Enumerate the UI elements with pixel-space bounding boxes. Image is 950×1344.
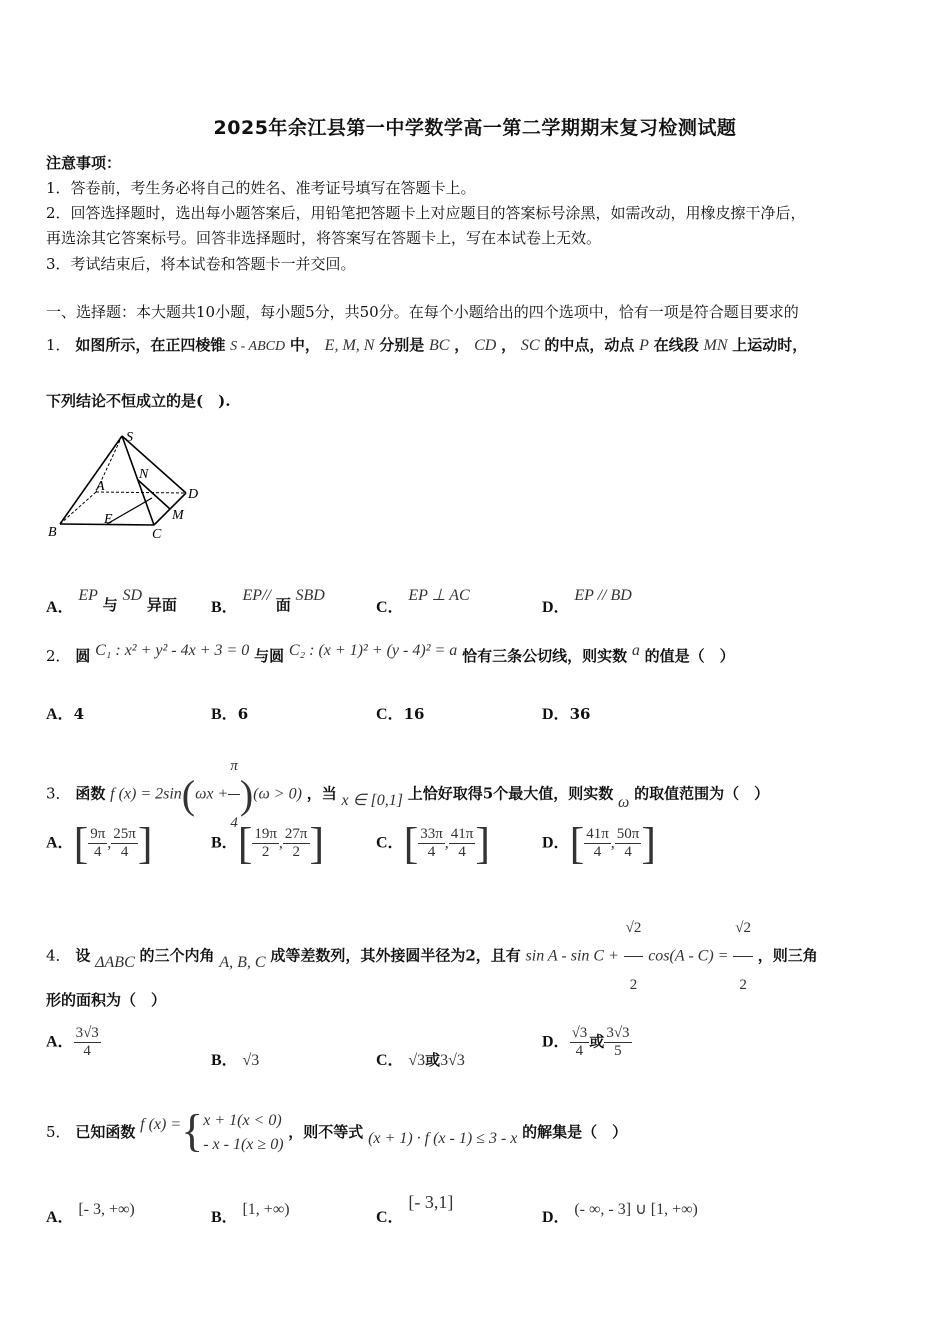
q5-case2: - x - 1(x ≥ 0) [203,1136,284,1153]
frac [74,1025,101,1060]
q4-math-expr: sin A - sin C + [525,947,619,965]
q4-option-a[interactable] [46,1025,101,1060]
edge-ab [60,492,96,524]
notice-item-4: 3．考试结束后，将本试卷和答题卡一并交回。 [46,255,356,273]
option-math: (- ∞, - 3] ∪ [1, +∞) [574,1201,698,1218]
q1-text: 中， [289,336,320,354]
frac-den: 2 [629,977,638,993]
question-3: 3． 函数 f (x) = 2sin(ωx + $\frac{\pi}{4}$ )(ω > 0) ，当 x ∈ [0,1] 上恰好取得5个最大值，则实数 ω 的取值范围为（ ） [46,738,769,851]
option-label: B． [211,706,238,723]
frac [252,826,279,861]
q1-text: ， [454,336,470,354]
q3-text: ，当 [306,784,337,803]
frac-num: 19π [254,826,277,842]
q3-option-d[interactable]: D．[ $\frac{41\pi}{4}$ , $\frac{50\pi}{4}$ ] [542,819,657,868]
option-label: A． [46,1209,74,1226]
q4-text: ，则三角 [757,946,818,965]
option-label: C． [376,834,404,852]
option-label: A． [46,599,74,616]
q2-option-c[interactable] [376,701,424,724]
q4-math-cos: cos(A - C) = [648,947,729,965]
q4-option-c[interactable] [376,1047,465,1070]
q5-option-c[interactable] [376,1190,454,1226]
q3-math-f: f (x) = 2sin [110,785,182,803]
option-label: A． [46,706,74,723]
frac-num: 9π [90,826,106,842]
question-5: 5． 已知函数 f (x) ={ x + 1(x < 0) - x - 1(x ≥ 0) ，则不等式 (x + 1) · f (x - 1) ≤ 3 - x 的解集是（ ） [46,1105,628,1156]
frac-num: 3√3 [606,1025,630,1041]
label-m: M [172,508,184,523]
frac-den: 2 [261,844,270,860]
q4-math-triangle: ΔABC [95,953,135,971]
q5-piecewise [203,1109,283,1157]
q1-math-p: P [639,337,649,354]
q1-text: 在线段 [653,336,699,354]
option-text: 或 [589,1032,605,1051]
q3-option-a[interactable]: A．[ $\frac{9\pi}{4}$ , $\frac{25\pi}{4}$ ] [46,819,153,868]
frac-num: 3√3 [75,1025,99,1041]
option-text: 36 [569,705,591,723]
option-text: 4 [73,705,84,723]
q2-math-circle1: C₁ : x² + y² - 4x + 3 = 0 [95,642,250,659]
frac-den: 4 [624,844,632,860]
option-math: [1, +∞) [242,1201,290,1218]
q5-text: 的解集是（ ） [522,1123,628,1141]
q3-text: 的取值范围为（ ） [634,784,770,803]
q5-math-f: f (x) = [140,1116,182,1133]
question-number: 1． [46,336,71,354]
option-math: [- 3, +∞) [78,1201,135,1218]
option-math: EP// [242,587,271,604]
q3-text: 函数 [75,784,106,803]
q3-option-c[interactable]: C．[ $\frac{33\pi}{4}$ , $\frac{41\pi}{4}$ ] [376,819,491,868]
frac-den: 4 [230,815,238,831]
q1-text: ， [501,336,517,354]
frac-den: 4 [120,844,129,860]
option-label: C． [376,599,404,616]
q4-frac-sqrt2 [624,900,644,1013]
q1-option-b[interactable] [211,582,325,616]
q1-option-c[interactable] [376,582,470,616]
q2-text: 与圆 [254,647,285,665]
frac-num: π [228,738,240,795]
option-label: D． [542,706,570,723]
option-label: D． [542,1209,570,1226]
frac [604,1025,631,1060]
q2-option-d[interactable] [542,701,590,724]
edge-ad [96,492,186,493]
option-math: SBD [295,587,325,604]
notice-heading: 注意事项： [46,154,122,172]
q5-case1: x + 1(x < 0) [203,1112,282,1129]
q3-option-b[interactable]: B．[ $\frac{19\pi}{2}$ , $\frac{27\pi}{2}$ ] [211,819,325,868]
q1-math-pyramid: S - ABCD [230,339,286,354]
option-math: √3 [408,1052,426,1069]
q4-text: 设 [75,946,91,965]
frac-den: 4 [458,844,466,860]
q2-option-a[interactable] [46,701,84,724]
label-c: C [152,527,162,542]
option-label: C． [376,1052,404,1069]
frac [570,1025,590,1060]
q1-math-cd: CD [474,337,497,354]
question-number: 5． [46,1123,71,1141]
option-label: B． [211,834,238,852]
frac-den: 5 [614,1043,622,1059]
q5-text: ，则不等式 [288,1123,364,1141]
pyramid-figure [44,428,214,544]
frac-num: √3 [571,1025,588,1041]
frac [615,826,642,861]
option-label: D． [542,1033,570,1051]
frac-num: 25π [113,826,136,842]
q2-math-circle2: C₂ : (x + 1)² + (y - 4)² = a [288,642,458,659]
label-d: D [188,487,199,502]
option-math: [- 3,1] [408,1192,454,1212]
frac [584,826,611,861]
q4-text: 成等差数列，其外接圆半径为2，且有 [270,946,521,965]
q3-math-omega: ω [618,793,630,811]
option-label: B． [211,599,238,616]
q3-math-arg: ωx + [195,785,229,803]
option-label: C． [376,1209,404,1226]
option-label: A． [46,1033,74,1051]
frac-num: √2 [624,900,644,957]
label-n: N [139,467,149,482]
notice-item-1: 1．答卷前，考生务必将自己的姓名、准考证号填写在答题卡上。 [46,179,476,197]
label-s: S [126,430,133,445]
option-label: B． [211,1052,238,1069]
option-text: 异面 [146,596,177,614]
frac-num: √2 [733,900,753,957]
frac-num: 27π [284,826,308,842]
option-text: 16 [403,705,425,723]
option-label: D． [542,599,570,616]
frac [283,826,310,861]
q2-option-b[interactable] [211,701,248,724]
option-math: 3√3 [440,1052,465,1069]
question-number: 2． [46,647,71,665]
segment-ep [107,498,152,524]
option-text: 或 [425,1051,441,1069]
frac-num: 50π [616,826,640,842]
frac-den: 4 [427,844,436,860]
question-2 [46,642,735,666]
frac-den: 2 [292,844,300,860]
q1-math-mn: MN [703,337,728,354]
option-text: 6 [237,705,249,723]
q1-math-sc: SC [520,337,540,354]
frac-num: 41π [586,826,609,842]
frac-den: 4 [593,844,602,860]
label-e: E [104,512,113,527]
label-a: A [96,479,105,494]
frac-den: 2 [739,977,747,993]
q1-text: 如图所示，在正四棱锥 [75,336,226,354]
page-title: 2025年余江县第一中学数学高一第二学期期末复习检测试题 [213,117,737,139]
q1-text: 分别是 [379,336,425,354]
notice-item-2: 2．回答选择题时，选出每小题答案后，用铅笔把答题卡上对应题目的答案标号涂黑，如需改动，用橡皮擦干净后， [46,204,806,222]
q3-math-interval: x ∈ [0,1] [341,791,403,809]
section-heading: 一、选择题：本大题共10小题，每小题5分，共50分。在每个小题给出的四个选项中，恰有一项是符合题目要求的 [46,303,799,321]
q2-text: 恰有三条公切线，则实数 [462,647,628,665]
frac [111,826,138,861]
option-math: EP [78,587,98,604]
q4-option-d[interactable] [542,1025,632,1060]
q2-text: 圆 [75,647,91,665]
option-text: 与 [102,596,118,614]
option-label: D． [542,834,570,852]
question-number: 3． [46,784,71,803]
q2-text: 的值是（ ） [644,647,735,665]
option-math: SD [122,587,143,604]
frac-num: 41π [450,826,474,842]
q5-option-b[interactable] [211,1196,290,1226]
question-number: 4． [46,946,71,965]
frac [449,826,476,861]
option-math: √3 [242,1052,260,1069]
option-math: EP ⊥ AC [408,587,470,604]
option-label: C． [376,706,404,723]
frac [88,826,107,861]
q4-line2: 形的面积为（ ） [46,991,167,1009]
option-label: A． [46,834,74,852]
option-text: 面 [275,596,291,614]
edge-sb [60,436,122,524]
q1-math-points: E, M, N [324,337,375,354]
q3-math-omega-cond: (ω > 0) [253,785,302,803]
q1-option-d[interactable] [542,582,632,616]
q5-option-a[interactable] [46,1196,135,1226]
frac-den: 4 [94,844,102,860]
q5-option-d[interactable] [542,1196,698,1226]
frac-den: 4 [83,1043,91,1059]
q2-math-a: a [631,642,640,659]
frac [418,826,445,861]
frac-den: 4 [575,1043,584,1059]
notice-item-3: 再选涂其它答案标号。回答非选择题时，将答案写在答题卡上，写在本试卷上无效。 [46,229,602,247]
q1-text: 的中点，动点 [544,336,635,354]
q1-option-a[interactable] [46,582,177,616]
q4-text: 的三个内角 [139,946,215,965]
option-label: B． [211,1209,238,1226]
question-1 [46,334,807,355]
q1-text: 上运动时， [732,336,808,354]
q4-frac-sqrt2-rhs [733,900,753,1013]
q5-math-ineq: (x + 1) · f (x - 1) ≤ 3 - x [368,1130,518,1147]
frac-num: 33π [420,826,443,842]
q4-option-b[interactable] [211,1047,259,1070]
q4-math-angles: A, B, C [219,953,266,971]
q3-text: 上恰好取得5个最大值，则实数 [407,784,614,803]
label-b: B [48,525,57,540]
q1-line2: 下列结论不恒成立的是( ). [46,392,231,410]
q1-math-bc: BC [429,337,450,354]
q5-text: 已知函数 [75,1123,136,1141]
option-math: EP // BD [574,587,632,604]
